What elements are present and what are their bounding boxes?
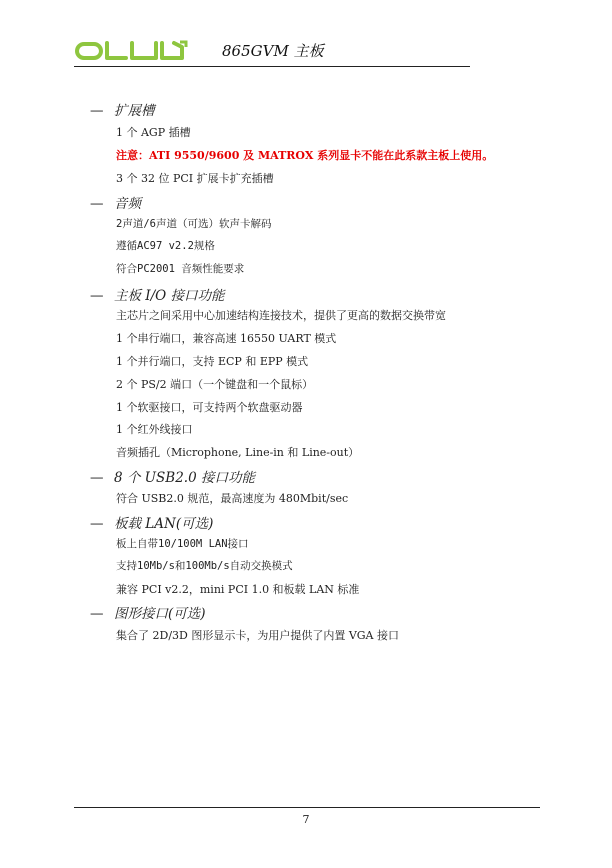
list-item: 板上自带10/100M LAN接口	[116, 538, 249, 550]
list-item: 2 个 PS/2 端口（一个键盘和一个鼠标）	[116, 378, 314, 391]
list-item: 符合 USB2.0 规范，最高速度为 480Mbit/sec	[116, 492, 349, 505]
list-item: 1 个串行端口，兼容高速 16550 UART 模式	[116, 332, 337, 345]
oldu-logo	[74, 40, 190, 62]
header-rule	[74, 66, 470, 67]
list-item: 音频插孔（Microphone, Line-in 和 Line-out）	[116, 446, 360, 459]
section-heading-usb: — 8 个 USB2.0 接口功能	[90, 470, 255, 486]
page-header	[74, 36, 468, 68]
section-heading-audio: — 音频	[90, 196, 141, 212]
list-item: 1 个红外线接口	[116, 423, 193, 436]
list-item: 1 个软驱接口，可支持两个软盘驱动器	[116, 401, 303, 414]
section-heading-graphics: — 图形接口(可选)	[90, 606, 206, 622]
page-number: 7	[302, 813, 310, 826]
list-item: 集合了 2D/3D 图形显示卡，为用户提供了内置 VGA 接口	[116, 629, 400, 642]
warning-note: 注意：ATI 9550/9600 及 MATROX 系列显卡不能在此系款主板上使用。	[116, 149, 494, 162]
section-heading-lan: — 板载 LAN(可选)	[90, 516, 214, 532]
list-item: 兼容 PCI v2.2，mini PCI 1.0 和板载 LAN 标准	[116, 583, 360, 596]
list-item: 符合PC2001 音频性能要求	[116, 263, 245, 275]
list-item: 遵循AC97 v2.2规格	[116, 240, 215, 252]
footer-rule	[74, 807, 540, 808]
list-item: 1 个 AGP 插槽	[116, 126, 191, 139]
header-title: 865GVM 主板	[222, 42, 324, 60]
list-item: 支持10Mb/s和100Mb/s自动交换模式	[116, 560, 293, 572]
section-heading-io: — 主板 I/O 接口功能	[90, 288, 225, 304]
list-item: 1 个并行端口，支持 ECP 和 EPP 模式	[116, 355, 309, 368]
section-heading-expansion: — 扩展槽	[90, 103, 155, 119]
list-item: 3 个 32 位 PCI 扩展卡扩充插槽	[116, 172, 274, 185]
list-item: 2声道/6声道（可选）软声卡解码	[116, 218, 272, 230]
list-item: 主芯片之间采用中心加速结构连接技术，提供了更高的数据交换带宽	[116, 309, 446, 322]
